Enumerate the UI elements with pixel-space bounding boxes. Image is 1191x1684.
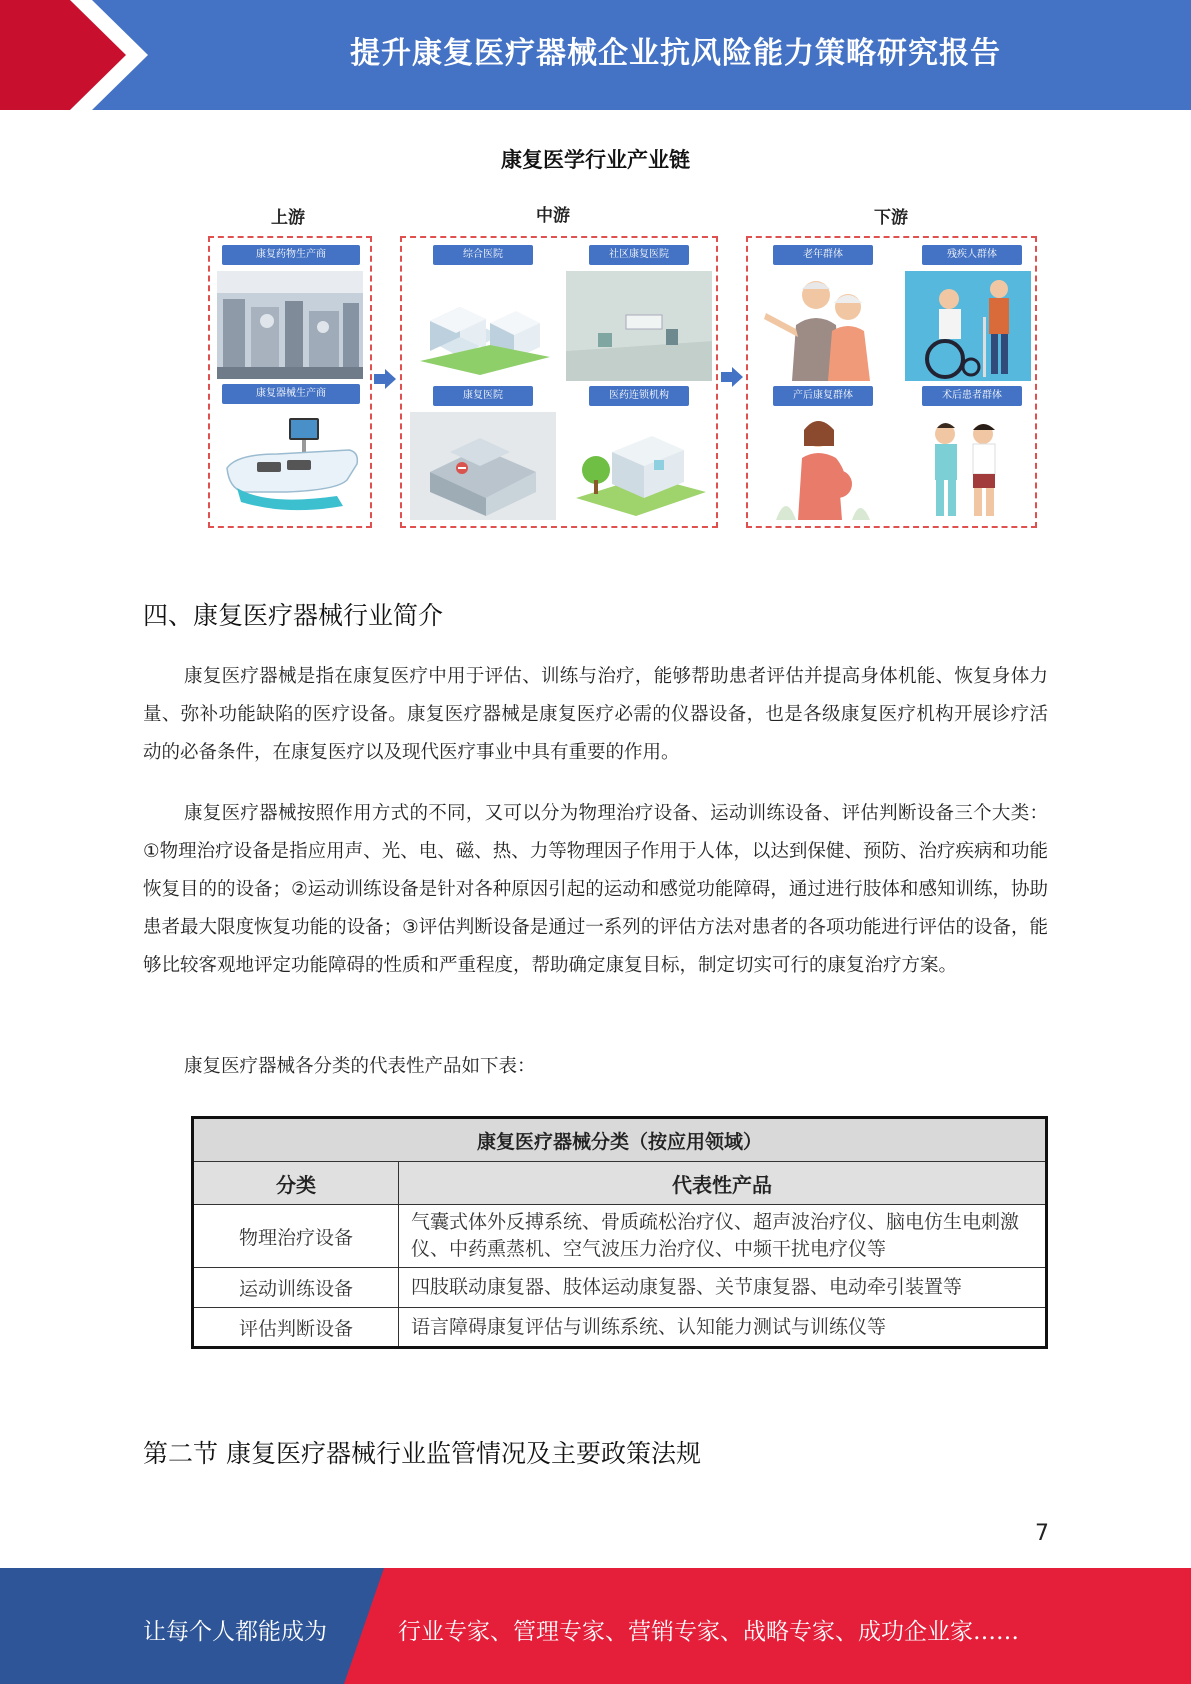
- paragraph-categories: 康复医疗器械按照作用方式的不同，又可以分为物理治疗设备、运动训练设备、评估判断设备三个大类：①物理治疗设备是指应用声、光、电、磁、热、力等物理因子作用于人体，以达到保健、预防、治疗疾病和功能恢复目的的设备；②运动训练设备是针对各种原因引起的运动和感觉功能障碍，通过进行肢体和感知训练，协助患者最大限度恢复功能的设备；③评估判断设备是通过一系列的评估方法对患者的各项功能进行评估的设备，能够比较客观地评定功能障碍的性质和严重程度，帮助确定康复目标，制定切实可行的康复治疗方案。: [143, 803, 1048, 976]
- figure-title: 康复医学行业产业链: [501, 147, 690, 172]
- table-row: [193, 1205, 1047, 1268]
- table-caption: 康复医疗器械分类（按应用领域）: [193, 1118, 1047, 1162]
- page-footer: [0, 1568, 1191, 1684]
- tag-community-rehab-hospital: 社区康复医院: [589, 245, 689, 265]
- report-title: 提升康复医疗器械企业抗风险能力策略研究报告: [350, 36, 1001, 71]
- flow-arrow-icon: [372, 368, 398, 390]
- stage-label-downstream: 下游: [874, 208, 908, 228]
- footer-slogan-right: 行业专家、管理专家、营销专家、战略专家、成功企业家……: [398, 1619, 1019, 1645]
- table-row: [193, 1308, 1047, 1348]
- postoperative-patient-image: [905, 412, 1031, 520]
- table-cell-category: 物理治疗设备: [193, 1205, 399, 1268]
- table-cell-products: 气囊式体外反搏系统、骨质疏松治疗仪、超声波治疗仪、脑电仿生电刺激仪、中药熏蒸机、空气波压力治疗仪、中频干扰电疗仪等: [399, 1205, 1047, 1268]
- table-row: [193, 1268, 1047, 1308]
- pharma-factory-image: [217, 271, 363, 379]
- classification-table: [191, 1116, 1048, 1349]
- page-number: 7: [1035, 1521, 1049, 1546]
- tag-postoperative-group: 术后患者群体: [922, 386, 1022, 406]
- community-rehab-room-image: [566, 271, 712, 381]
- tag-disabled-group: 残疾人群体: [922, 245, 1022, 265]
- section2-heading: 第二节 康复医疗器械行业监管情况及主要政策法规: [143, 1439, 701, 1468]
- tag-device-producer: 康复器械生产商: [222, 384, 360, 404]
- table-header-products: 代表性产品: [399, 1162, 1047, 1205]
- rehab-device-image: [217, 410, 363, 520]
- header-chevron-icon: [0, 0, 170, 110]
- general-hospital-image: [410, 271, 556, 381]
- elderly-couple-image: [756, 271, 888, 381]
- page-header: [0, 0, 1191, 110]
- pregnant-woman-image: [756, 412, 888, 520]
- tag-general-hospital: 综合医院: [433, 245, 533, 265]
- disabled-people-image: [905, 271, 1031, 381]
- tag-pharmacy-chain: 医药连锁机构: [589, 386, 689, 406]
- table-cell-products: 语言障碍康复评估与训练系统、认知能力测试与训练仪等: [399, 1308, 1047, 1348]
- flow-arrow-icon: [719, 366, 745, 388]
- table-cell-category: 评估判断设备: [193, 1308, 399, 1348]
- midstream-panel: [400, 236, 718, 528]
- tag-elderly-group: 老年群体: [773, 245, 873, 265]
- stage-label-midstream: 中游: [536, 206, 570, 226]
- tag-postpartum-group: 产后康复群体: [773, 386, 873, 406]
- paragraph-table-intro: 康复医疗器械各分类的代表性产品如下表：: [184, 1056, 536, 1077]
- table-header-category: 分类: [193, 1162, 399, 1205]
- tag-rehab-hospital: 康复医院: [433, 386, 533, 406]
- rehab-hospital-image: [410, 412, 556, 520]
- paragraph-definition: 康复医疗器械是指在康复医疗中用于评估、训练与治疗，能够帮助患者评估并提高身体机能、恢复身体力量、弥补功能缺陷的医疗设备。康复医疗器械是康复医疗必需的仪器设备，也是各级康复医疗机构开展诊疗活动的必备条件，在康复医疗以及现代医疗事业中具有重要的作用。: [143, 666, 1048, 763]
- tag-pharma-producer: 康复药物生产商: [222, 245, 360, 265]
- pharmacy-image: [566, 412, 712, 520]
- stage-label-upstream: 上游: [271, 208, 305, 228]
- upstream-panel: [208, 236, 372, 528]
- table-cell-category: 运动训练设备: [193, 1268, 399, 1308]
- section-heading: 四、康复医疗器械行业简介: [143, 601, 444, 630]
- footer-slogan-left: 让每个人都能成为: [143, 1619, 327, 1645]
- table-cell-products: 四肢联动康复器、肢体运动康复器、关节康复器、电动牵引装置等: [399, 1268, 1047, 1308]
- downstream-panel: [746, 236, 1037, 528]
